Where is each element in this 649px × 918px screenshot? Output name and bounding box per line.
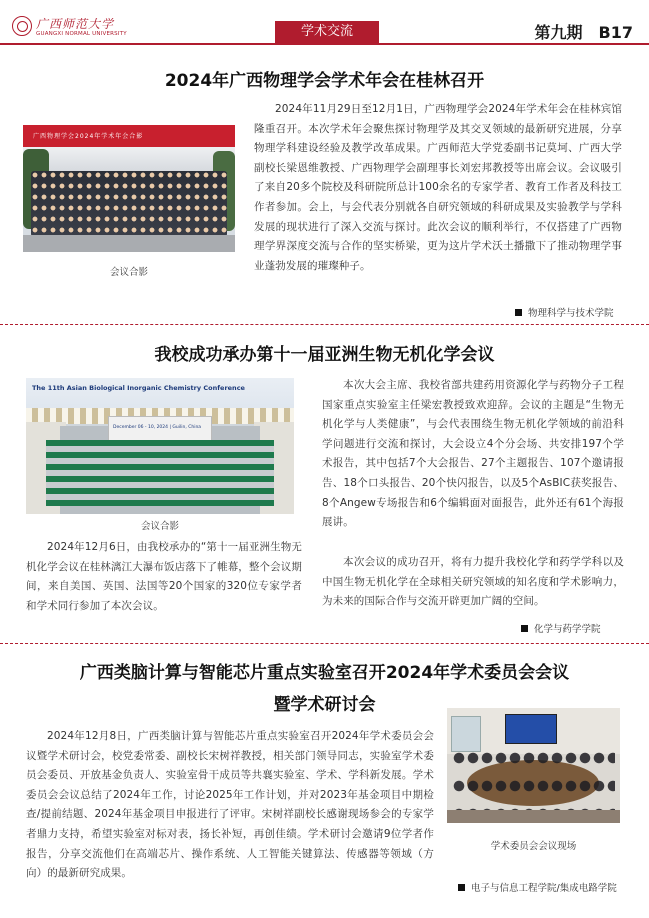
article2-body-right-1: 本次大会主席、我校省部共建药用资源化学与药物分子工程国家重点实验室主任梁宏教授致欢迎辞。会议的主题是“生物无机化学与人类健康”，与会代表围绕生物无机化学领域的前沿科学问题进行交流和探讨，大会设立4个分会场、共安排197个学术报告，其中包括7个大会报告、27个主题报告、107个邀请报告、18个口头报告、20个快闪报告，以及5个AsBIC获奖报告、8个Angew专场报告和6个编辑面对面报告，此外还有61个海报展讲。 xyxy=(322,379,624,529)
conference-screen-text: The 11th Asian Biological Inorganic Chemistry Conference xyxy=(32,384,245,392)
article3-source: 电子与信息工程学院/集成电路学院 xyxy=(458,880,617,894)
article3-title-line2: 暨学术研讨会 xyxy=(273,695,376,715)
article3-photo xyxy=(447,708,620,823)
article1-photo xyxy=(23,125,235,252)
university-logo xyxy=(12,14,132,44)
meeting-room-screen xyxy=(505,714,557,744)
article2-source: 化学与药学学院 xyxy=(521,621,601,635)
article1-body: 2024年11月29日至12月1日，广西物理学会2024年学术年会在桂林宾馆隆重召开。本次学术年会聚焦探讨物理学及其交叉领域的最新研究进展，分享物理学科建设经验及教学改革成果。广西师范大学党委副书记莫坷、广西大学副校长梁恩维教授、广西物理学会副理事长刘宏邦教授等出席会议。会议吸引了来自20多个院校及科研院所总计100余名的专家学者、教育工作者及科技工作者参加。会上，与会代表分别就各自研究领域的科研成果及实验教学与学科发展的现状进行了深入交流与探讨。此次会议的顺利举行，不仅搭建了广西物理学界深度交流与合作的坚实桥梁，更为这片学术沃土播撒下了推动物理学事业蓬勃发展的璀璨种子。 xyxy=(254,103,622,272)
header-rule xyxy=(0,43,649,45)
section-label: 学术交流 xyxy=(275,21,379,43)
article2-body-right-2: 本次会议的成功召开，将有力提升我校化学和药学学科以及中国生物无机化学在全球相关研究领域的知名度和学术影响力，为未来的国际合作与交流开辟更加广阔的空间。 xyxy=(322,556,624,608)
university-seal-icon xyxy=(12,16,32,36)
group-photo-crowd xyxy=(31,171,227,237)
article2-photo-caption: 会议合影 xyxy=(140,521,179,532)
bullet-square-icon xyxy=(515,309,522,316)
section-divider xyxy=(0,643,649,644)
article1-title: 2024年广西物理学会学术年会在桂林召开 xyxy=(164,71,485,91)
stage-screen: December 06 - 10, 2024 | Guilin, China xyxy=(108,416,212,442)
section-divider xyxy=(0,324,649,325)
bullet-square-icon xyxy=(521,625,528,632)
audience-seats xyxy=(46,440,274,506)
article2-photo xyxy=(26,378,294,514)
article1-source: 物理科学与技术学院 xyxy=(515,305,614,319)
article3-title-line1: 广西类脑计算与智能芯片重点实验室召开2024年学术委员会会议 xyxy=(79,663,570,683)
article3-body: 2024年12月8日，广西类脑计算与智能芯片重点实验室召开2024年学术委员会会议暨学术研讨会，校党委常委、副校长宋树祥教授，相关部门领导同志，实验室学术委员会委员、开放基金负责人、实验室骨干成员等共襄实验室、学术、学科新发展。学术委员会会议总结了2024年工作，讨论2025年工作计划，并对2023年基金项目中期检查/提前结题、2024年基金项目申报进行了评审。宋树祥副校长感谢现场参会的专家学者鼎力支持，希望实验室对标对表，扬长补短，再创佳绩。学术研讨会邀请9位学者作报告，分享交流他们在高端芯片、操作系统、人工智能关键算法、传感器等领域（方向）的最新研究成果。 xyxy=(26,730,434,880)
article3-photo-caption: 学术委员会会议现场 xyxy=(490,841,577,852)
masthead xyxy=(0,0,649,48)
article2-body-left: 2024年12月6日，由我校承办的“第十一届亚洲生物无机化学会议在桂林漓江大瀑布饭店落下了帷幕，整个会议期间，来自美国、英国、法国等20个国家的320位专家学者和学术同行参加了本次会议。 xyxy=(26,541,302,612)
issue-number: 第九期 B17 xyxy=(534,23,633,42)
logo-english-name: GUANGXI NORMAL UNIVERSITY xyxy=(36,31,127,37)
photo-banner xyxy=(23,125,235,147)
article2-title: 我校成功承办第十一届亚洲生物无机化学会议 xyxy=(154,345,495,365)
article1-photo-caption: 会议合影 xyxy=(109,267,148,278)
bullet-square-icon xyxy=(458,884,465,891)
photo-banner-text: 广西物理学会2024年学术年会合影 xyxy=(33,133,144,140)
logo-chinese-name: 广西师范大学 xyxy=(36,17,115,31)
